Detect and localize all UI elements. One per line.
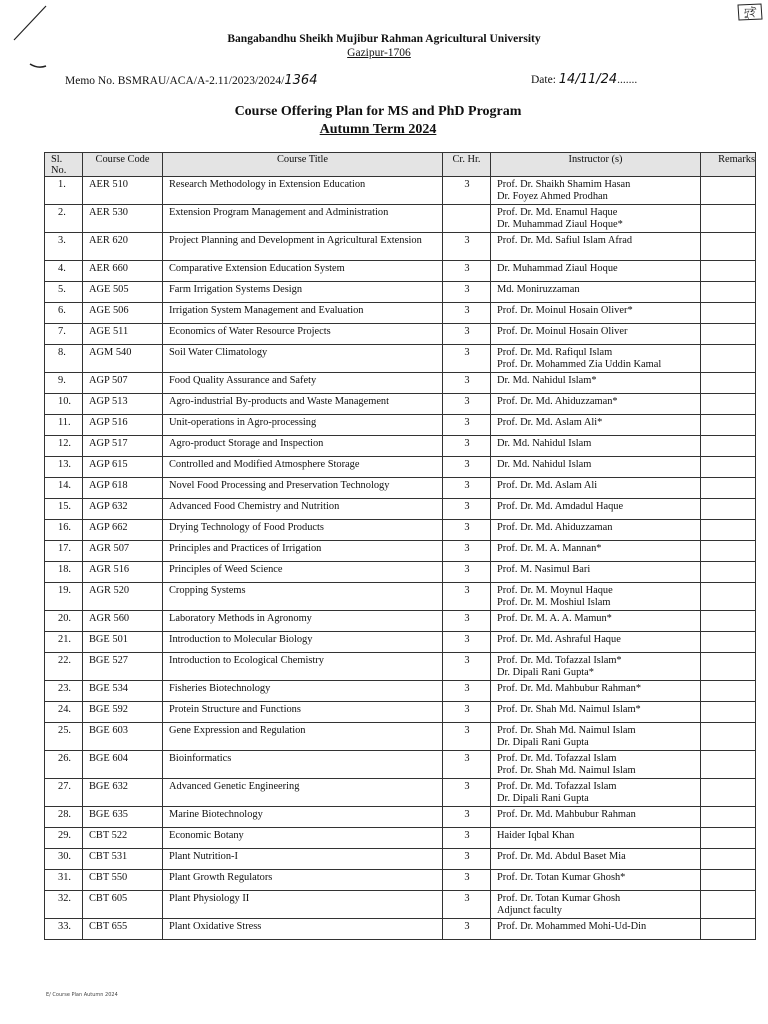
cell-instructors: [491, 478, 701, 499]
instructor-name: Dr. Dipali Rani Gupta: [497, 737, 589, 749]
cell-credit-hour: 3: [443, 723, 491, 751]
cell-credit-hour: 3: [443, 751, 491, 779]
column-header-remarks: Remarks: [701, 153, 756, 177]
cell-remarks: [701, 457, 756, 478]
cell-instructors: [491, 611, 701, 632]
cell-course-code: AGP 516: [83, 415, 163, 436]
cell-sl-no: 5.: [45, 282, 83, 303]
cell-remarks: [701, 807, 756, 828]
cell-remarks: [701, 282, 756, 303]
table-row: [45, 681, 756, 702]
table-row: [45, 394, 756, 415]
cell-course-code: BGE 635: [83, 807, 163, 828]
cell-instructors: [491, 779, 701, 807]
cell-credit-hour: 3: [443, 177, 491, 205]
cell-credit-hour: 3: [443, 499, 491, 520]
memo-handwritten-number: 1364: [284, 73, 318, 88]
memo-date: Date: 14/11/24.......: [531, 72, 638, 87]
instructor-name: Prof. Dr. Md. Tofazzal Islam: [497, 753, 617, 764]
table-row: [45, 541, 756, 562]
cell-instructors: [491, 702, 701, 723]
cell-course-code: AGR 507: [83, 541, 163, 562]
instructor-name: Dr. Dipali Rani Gupta: [497, 793, 589, 805]
table-row: [45, 373, 756, 394]
cell-course-code: AER 620: [83, 233, 163, 261]
cell-course-code: CBT 550: [83, 870, 163, 891]
cell-instructors: [491, 653, 701, 681]
cell-course-title: Protein Structure and Functions: [163, 702, 443, 723]
cell-sl-no: 7.: [45, 324, 83, 345]
cell-instructors: [491, 828, 701, 849]
cell-credit-hour: [443, 205, 491, 233]
cell-remarks: [701, 205, 756, 233]
cell-remarks: [701, 478, 756, 499]
instructor-name: Prof. Dr. Md. Tofazzal Islam: [497, 781, 617, 792]
cell-sl-no: 2.: [45, 205, 83, 233]
cell-sl-no: 14.: [45, 478, 83, 499]
cell-course-title: Project Planning and Development in Agricultural Extension: [163, 233, 443, 261]
cell-remarks: [701, 415, 756, 436]
cell-instructors: [491, 520, 701, 541]
cell-sl-no: 3.: [45, 233, 83, 261]
cell-remarks: [701, 261, 756, 282]
cell-credit-hour: 3: [443, 870, 491, 891]
cell-sl-no: 8.: [45, 345, 83, 373]
cell-course-title: Farm Irrigation Systems Design: [163, 282, 443, 303]
pen-dash-mark: [28, 60, 48, 70]
instructor-name: Prof. Dr. M. A. Mannan*: [497, 543, 602, 554]
cell-sl-no: 28.: [45, 807, 83, 828]
cell-remarks: [701, 562, 756, 583]
cell-instructors: [491, 723, 701, 751]
cell-credit-hour: 3: [443, 303, 491, 324]
column-header-sl: Sl. No.: [45, 153, 83, 177]
cell-course-title: Economic Botany: [163, 828, 443, 849]
cell-instructors: [491, 205, 701, 233]
cell-course-code: AGR 516: [83, 562, 163, 583]
cell-instructors: [491, 849, 701, 870]
cell-sl-no: 6.: [45, 303, 83, 324]
cell-credit-hour: 3: [443, 828, 491, 849]
cell-instructors: [491, 807, 701, 828]
cell-course-title: Research Methodology in Extension Education: [163, 177, 443, 205]
cell-remarks: [701, 436, 756, 457]
table-row: [45, 849, 756, 870]
instructor-name: Prof. Dr. Md. Tofazzal Islam*: [497, 655, 622, 666]
cell-remarks: [701, 702, 756, 723]
cell-course-title: Agro-industrial By-products and Waste Management: [163, 394, 443, 415]
cell-credit-hour: 3: [443, 611, 491, 632]
table-row: [45, 751, 756, 779]
instructor-name: Dr. Md. Nahidul Islam: [497, 459, 592, 470]
cell-remarks: [701, 499, 756, 520]
column-header-instructor: Instructor (s): [491, 153, 701, 177]
file-path-note: E/ Course Plan Autumn 2024: [46, 992, 118, 998]
table-row: [45, 653, 756, 681]
table-header-row: [45, 153, 756, 177]
cell-course-code: CBT 531: [83, 849, 163, 870]
column-header-credit: Cr. Hr.: [443, 153, 491, 177]
cell-course-title: Fisheries Biotechnology: [163, 681, 443, 702]
cell-credit-hour: 3: [443, 779, 491, 807]
cell-course-code: AGP 662: [83, 520, 163, 541]
cell-instructors: [491, 282, 701, 303]
cell-credit-hour: 3: [443, 849, 491, 870]
cell-course-title: Irrigation System Management and Evaluation: [163, 303, 443, 324]
instructor-name: Prof. Dr. Shah Md. Naimul Islam*: [497, 704, 641, 715]
cell-course-code: BGE 603: [83, 723, 163, 751]
cell-instructors: [491, 436, 701, 457]
cell-remarks: [701, 583, 756, 611]
cell-course-title: Comparative Extension Education System: [163, 261, 443, 282]
cell-credit-hour: 3: [443, 233, 491, 261]
table-row: [45, 583, 756, 611]
cell-instructors: [491, 562, 701, 583]
instructor-name: Dr. Foyez Ahmed Prodhan: [497, 191, 608, 203]
instructor-name: Prof. Dr. M. A. A. Mamun*: [497, 613, 612, 624]
cell-course-title: Controlled and Modified Atmosphere Storage: [163, 457, 443, 478]
cell-remarks: [701, 870, 756, 891]
instructor-name: Dr. Muhammad Ziaul Hoque*: [497, 219, 623, 231]
cell-instructors: [491, 457, 701, 478]
cell-credit-hour: 3: [443, 583, 491, 611]
cell-remarks: [701, 177, 756, 205]
cell-sl-no: 18.: [45, 562, 83, 583]
cell-course-title: Soil Water Climatology: [163, 345, 443, 373]
cell-credit-hour: 3: [443, 478, 491, 499]
cell-course-title: Marine Biotechnology: [163, 807, 443, 828]
cell-instructors: [491, 919, 701, 940]
cell-course-code: AGE 506: [83, 303, 163, 324]
cell-course-title: Plant Growth Regulators: [163, 870, 443, 891]
cell-sl-no: 13.: [45, 457, 83, 478]
instructor-name: Prof. Dr. Md. Rafiqul Islam: [497, 347, 613, 358]
instructor-name: Prof. Dr. Md. Amdadul Haque: [497, 501, 624, 512]
document-subtitle: Autumn Term 2024: [319, 122, 437, 137]
table-row: [45, 632, 756, 653]
cell-course-code: AGP 517: [83, 436, 163, 457]
cell-sl-no: 32.: [45, 891, 83, 919]
memo-number: Memo No. BSMRAU/ACA/A-2.11/2023/2024/1364: [65, 73, 318, 88]
cell-credit-hour: 3: [443, 457, 491, 478]
table-row: [45, 261, 756, 282]
cell-remarks: [701, 541, 756, 562]
instructor-name: Prof. Dr. Totan Kumar Ghosh*: [497, 872, 626, 883]
cell-instructors: [491, 394, 701, 415]
cell-sl-no: 23.: [45, 681, 83, 702]
cell-remarks: [701, 611, 756, 632]
date-handwritten-value: 14/11/24: [558, 72, 618, 87]
cell-course-title: Agro-product Storage and Inspection: [163, 436, 443, 457]
cell-instructors: [491, 415, 701, 436]
table-row: [45, 702, 756, 723]
cell-course-title: Drying Technology of Food Products: [163, 520, 443, 541]
cell-credit-hour: 3: [443, 541, 491, 562]
cell-remarks: [701, 891, 756, 919]
cell-course-code: BGE 604: [83, 751, 163, 779]
cell-course-title: Gene Expression and Regulation: [163, 723, 443, 751]
cell-course-code: BGE 534: [83, 681, 163, 702]
cell-remarks: [701, 849, 756, 870]
table-row: [45, 177, 756, 205]
cell-sl-no: 25.: [45, 723, 83, 751]
cell-instructors: [491, 303, 701, 324]
cell-sl-no: 30.: [45, 849, 83, 870]
cell-course-title: Food Quality Assurance and Safety: [163, 373, 443, 394]
cell-instructors: [491, 499, 701, 520]
instructor-name: Prof. Dr. Shah Md. Naimul Islam: [497, 725, 636, 736]
table-row: [45, 415, 756, 436]
cell-course-code: AGR 560: [83, 611, 163, 632]
cell-course-code: AGR 520: [83, 583, 163, 611]
cell-course-code: CBT 655: [83, 919, 163, 940]
cell-course-title: Cropping Systems: [163, 583, 443, 611]
cell-course-code: AGP 615: [83, 457, 163, 478]
instructor-name: Prof. Dr. Md. Mahbubur Rahman: [497, 809, 636, 820]
cell-course-code: AGM 540: [83, 345, 163, 373]
cell-course-title: Introduction to Molecular Biology: [163, 632, 443, 653]
instructor-name: Haider Iqbal Khan: [497, 830, 575, 841]
cell-instructors: [491, 870, 701, 891]
cell-remarks: [701, 919, 756, 940]
instructor-name: Prof. Dr. Md. Ahiduzzaman*: [497, 396, 618, 407]
cell-instructors: [491, 632, 701, 653]
table-row: [45, 282, 756, 303]
cell-remarks: [701, 779, 756, 807]
cell-credit-hour: 3: [443, 681, 491, 702]
cell-course-code: AGE 505: [83, 282, 163, 303]
cell-sl-no: 31.: [45, 870, 83, 891]
cell-sl-no: 33.: [45, 919, 83, 940]
cell-instructors: [491, 324, 701, 345]
table-row: [45, 562, 756, 583]
instructor-name: Prof. Dr. Moinul Hosain Oliver: [497, 326, 628, 337]
cell-credit-hour: 3: [443, 282, 491, 303]
table-row: [45, 723, 756, 751]
cell-sl-no: 15.: [45, 499, 83, 520]
cell-credit-hour: 3: [443, 653, 491, 681]
cell-remarks: [701, 303, 756, 324]
cell-sl-no: 17.: [45, 541, 83, 562]
cell-sl-no: 21.: [45, 632, 83, 653]
instructor-name: Dr. Dipali Rani Gupta*: [497, 667, 594, 679]
instructor-name: Prof. M. Nasimul Bari: [497, 564, 591, 575]
instructor-name: Prof. Dr. Md. Aslam Ali*: [497, 417, 603, 428]
cell-course-title: Economics of Water Resource Projects: [163, 324, 443, 345]
cell-instructors: [491, 373, 701, 394]
table-row: [45, 478, 756, 499]
table-row: [45, 870, 756, 891]
cell-course-code: AGP 513: [83, 394, 163, 415]
cell-course-title: Plant Oxidative Stress: [163, 919, 443, 940]
table-row: [45, 499, 756, 520]
instructor-name: Prof. Dr. M. Moshiul Islam: [497, 597, 611, 609]
instructor-name: Prof. Dr. Md. Abdul Baset Mia: [497, 851, 626, 862]
cell-remarks: [701, 681, 756, 702]
table-row: [45, 345, 756, 373]
cell-course-title: Advanced Genetic Engineering: [163, 779, 443, 807]
table-row: [45, 457, 756, 478]
cell-course-title: Advanced Food Chemistry and Nutrition: [163, 499, 443, 520]
cell-remarks: [701, 324, 756, 345]
table-row: [45, 891, 756, 919]
cell-remarks: [701, 632, 756, 653]
column-header-title: Course Title: [163, 153, 443, 177]
cell-course-code: BGE 501: [83, 632, 163, 653]
cell-sl-no: 10.: [45, 394, 83, 415]
cell-credit-hour: 3: [443, 261, 491, 282]
instructor-name: Prof. Dr. Md. Ahiduzzaman: [497, 522, 613, 533]
instructor-name: Dr. Md. Nahidul Islam: [497, 438, 592, 449]
cell-sl-no: 19.: [45, 583, 83, 611]
cell-remarks: [701, 751, 756, 779]
cell-course-title: Extension Program Management and Administration: [163, 205, 443, 233]
instructor-name: Prof. Dr. Mohammed Zia Uddin Kamal: [497, 359, 662, 371]
table-row: [45, 205, 756, 233]
cell-remarks: [701, 233, 756, 261]
instructor-name: Prof. Dr. Md. Ashraful Haque: [497, 634, 621, 645]
table-row: [45, 324, 756, 345]
cell-credit-hour: 3: [443, 394, 491, 415]
cell-course-code: BGE 592: [83, 702, 163, 723]
cell-instructors: [491, 583, 701, 611]
cell-instructors: [491, 177, 701, 205]
table-row: [45, 828, 756, 849]
university-address: Gazipur-1706: [347, 47, 411, 59]
instructor-name: Prof. Dr. Md. Enamul Haque: [497, 207, 618, 218]
instructor-name: Prof. Dr. Mohammed Mohi-Ud-Din: [497, 921, 647, 932]
cell-credit-hour: 3: [443, 520, 491, 541]
cell-course-title: Bioinformatics: [163, 751, 443, 779]
instructor-name: Prof. Dr. Moinul Hosain Oliver*: [497, 305, 633, 316]
cell-remarks: [701, 723, 756, 751]
cell-credit-hour: 3: [443, 415, 491, 436]
cell-credit-hour: 3: [443, 324, 491, 345]
cell-sl-no: 9.: [45, 373, 83, 394]
cell-credit-hour: 3: [443, 702, 491, 723]
cell-course-title: Plant Nutrition-I: [163, 849, 443, 870]
handwritten-corner-mark: দুই: [737, 3, 763, 21]
cell-course-code: BGE 527: [83, 653, 163, 681]
cell-remarks: [701, 828, 756, 849]
cell-course-code: CBT 605: [83, 891, 163, 919]
table-row: [45, 779, 756, 807]
instructor-name: Md. Moniruzzaman: [497, 284, 580, 295]
document-title: Course Offering Plan for MS and PhD Program: [234, 104, 522, 119]
cell-sl-no: 24.: [45, 702, 83, 723]
cell-sl-no: 11.: [45, 415, 83, 436]
instructor-name: Prof. Dr. Md. Mahbubur Rahman*: [497, 683, 642, 694]
cell-instructors: [491, 233, 701, 261]
cell-course-code: AGE 511: [83, 324, 163, 345]
cell-instructors: [491, 751, 701, 779]
cell-course-title: Unit-operations in Agro-processing: [163, 415, 443, 436]
cell-instructors: [491, 345, 701, 373]
table-row: [45, 611, 756, 632]
cell-course-title: Principles and Practices of Irrigation: [163, 541, 443, 562]
table-row: [45, 233, 756, 261]
cell-course-title: Plant Physiology II: [163, 891, 443, 919]
instructor-name: Prof. Dr. Md. Aslam Ali: [497, 480, 598, 491]
cell-course-code: AGP 632: [83, 499, 163, 520]
university-name: Bangabandhu Sheikh Mujibur Rahman Agricultural University: [227, 33, 541, 45]
cell-credit-hour: 3: [443, 436, 491, 457]
cell-remarks: [701, 520, 756, 541]
instructor-name: Prof. Dr. Shaikh Shamim Hasan: [497, 179, 631, 190]
cell-sl-no: 12.: [45, 436, 83, 457]
table-row: [45, 520, 756, 541]
cell-sl-no: 20.: [45, 611, 83, 632]
instructor-name: Prof. Dr. Totan Kumar Ghosh: [497, 893, 621, 904]
table-row: [45, 303, 756, 324]
cell-course-code: AGP 618: [83, 478, 163, 499]
cell-credit-hour: 3: [443, 919, 491, 940]
column-header-code: Course Code: [83, 153, 163, 177]
cell-course-code: AER 660: [83, 261, 163, 282]
cell-credit-hour: 3: [443, 373, 491, 394]
cell-course-code: BGE 632: [83, 779, 163, 807]
cell-course-code: AGP 507: [83, 373, 163, 394]
table-row: [45, 919, 756, 940]
cell-credit-hour: 3: [443, 345, 491, 373]
cell-course-code: CBT 522: [83, 828, 163, 849]
cell-instructors: [491, 541, 701, 562]
cell-sl-no: 16.: [45, 520, 83, 541]
instructor-name: Dr. Md. Nahidul Islam*: [497, 375, 597, 386]
course-offering-table: [44, 152, 756, 940]
cell-remarks: [701, 345, 756, 373]
cell-course-code: AER 530: [83, 205, 163, 233]
cell-remarks: [701, 653, 756, 681]
table-row: [45, 807, 756, 828]
instructor-name: Prof. Dr. Md. Safiul Islam Afrad: [497, 235, 633, 246]
cell-remarks: [701, 373, 756, 394]
cell-instructors: [491, 891, 701, 919]
instructor-name: Prof. Dr. M. Moynul Haque: [497, 585, 613, 596]
table-row: [45, 436, 756, 457]
cell-course-title: Introduction to Ecological Chemistry: [163, 653, 443, 681]
cell-instructors: [491, 681, 701, 702]
instructor-name: Prof. Dr. Shah Md. Naimul Islam: [497, 765, 636, 777]
instructor-name: Adjunct faculty: [497, 905, 562, 917]
cell-sl-no: 4.: [45, 261, 83, 282]
cell-course-title: Principles of Weed Science: [163, 562, 443, 583]
instructor-name: Dr. Muhammad Ziaul Hoque: [497, 263, 618, 274]
cell-sl-no: 29.: [45, 828, 83, 849]
cell-sl-no: 22.: [45, 653, 83, 681]
cell-sl-no: 26.: [45, 751, 83, 779]
cell-credit-hour: 3: [443, 562, 491, 583]
cell-remarks: [701, 394, 756, 415]
cell-sl-no: 27.: [45, 779, 83, 807]
cell-course-title: Laboratory Methods in Agronomy: [163, 611, 443, 632]
cell-credit-hour: 3: [443, 891, 491, 919]
cell-sl-no: 1.: [45, 177, 83, 205]
cell-instructors: [491, 261, 701, 282]
cell-credit-hour: 3: [443, 807, 491, 828]
cell-credit-hour: 3: [443, 632, 491, 653]
cell-course-title: Novel Food Processing and Preservation Technology: [163, 478, 443, 499]
cell-course-code: AER 510: [83, 177, 163, 205]
